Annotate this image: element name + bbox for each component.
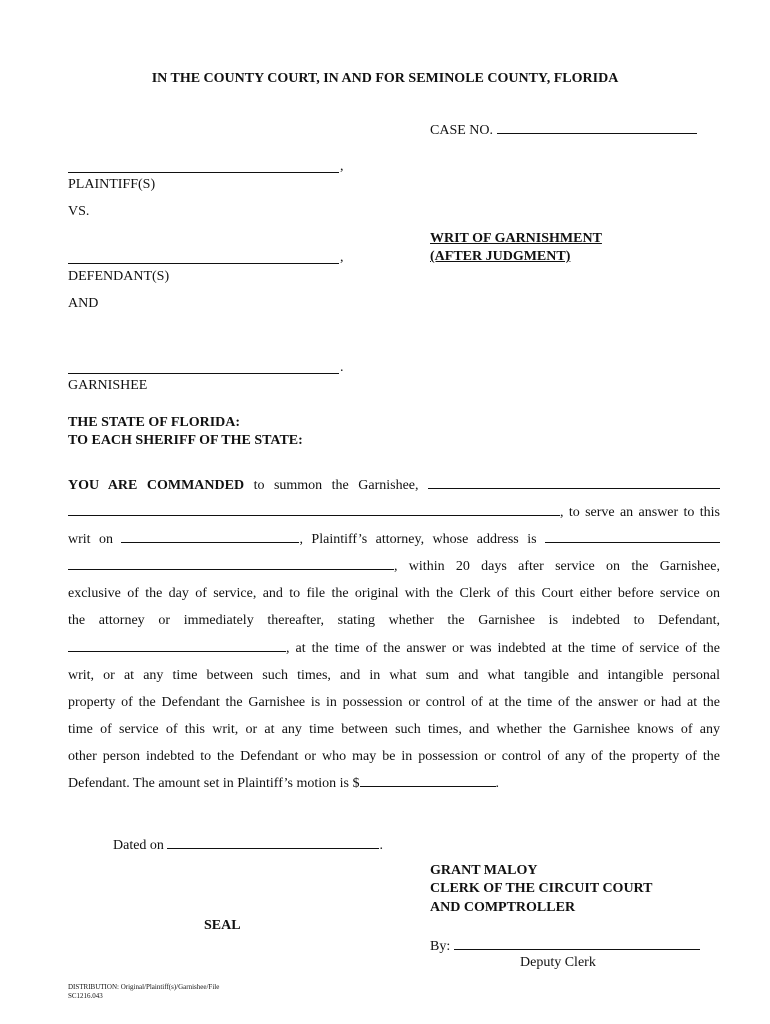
attorney-name-field[interactable] — [121, 530, 299, 543]
signature-row — [430, 937, 700, 954]
writ-title-line2: (AFTER JUDGMENT) — [430, 249, 571, 264]
body-line: , to serve an answer to this — [68, 499, 720, 526]
body-line: writ, or at any time between such times, and in what sum and what tangible and intangible personal — [68, 667, 720, 683]
defendant-name-field[interactable] — [68, 263, 339, 264]
body-line: , within 20 days after service on the Garnishee, — [68, 553, 720, 580]
date-field[interactable] — [167, 836, 379, 849]
defendant-indebted-field[interactable] — [68, 639, 286, 652]
case-no-label: CASE NO. — [430, 123, 494, 138]
vs-label: VS. — [68, 204, 90, 219]
dated-row: Dated on . — [113, 838, 383, 853]
to-each-sheriff: TO EACH SHERIFF OF THE STATE: — [68, 433, 303, 448]
deputy-signature-field[interactable] — [454, 937, 700, 950]
clerk-title-1: CLERK OF THE CIRCUIT COURT — [430, 881, 653, 896]
comma: , — [340, 159, 344, 174]
commanded-text: YOU ARE COMMANDED — [68, 478, 245, 493]
clerk-title-2: AND COMPTROLLER — [430, 900, 576, 915]
body-line: YOU ARE COMMANDED to summon the Garnishee, — [68, 472, 720, 499]
garnishee-label: GARNISHEE — [68, 378, 148, 393]
attorney-address-field-2[interactable] — [68, 557, 394, 570]
body-line: Defendant. The amount set in Plaintiff’s motion is $ . — [68, 776, 499, 792]
body-line: exclusive of the day of service, and to file the original with the Clerk of this Court either before service on — [68, 586, 720, 602]
body-line: , at the time of the answer or was indebted at the time of service of the — [68, 635, 720, 662]
and-label: AND — [68, 296, 99, 311]
body-line: property of the Defendant the Garnishee is in possession or control of at the time of the answer or had at the — [68, 694, 720, 710]
body-line: the attorney or immediately thereafter, stating whether the Garnishee is indebted to Defendant, — [68, 613, 720, 629]
case-number-row — [430, 121, 697, 138]
period: . — [340, 360, 344, 375]
plaintiff-name-field[interactable] — [68, 172, 339, 173]
deputy-clerk-label: Deputy Clerk — [520, 955, 596, 970]
garnishee-address-field[interactable] — [68, 503, 560, 516]
plaintiff-label: PLAINTIFF(S) — [68, 177, 156, 192]
amount-field[interactable] — [360, 774, 496, 787]
seal-label: SEAL — [204, 918, 241, 933]
form-number: SC1216.043 — [68, 992, 103, 1000]
by-label: By: — [430, 939, 454, 954]
distribution-note: DISTRIBUTION: Original/Plaintiff(s)/Garnishee/File — [68, 983, 220, 991]
body-line: other person indebted to the Defendant or who may be in possession or control of any of the property of the — [68, 748, 720, 764]
defendant-label: DEFENDANT(S) — [68, 269, 170, 284]
body-line: time of service of this writ, or at any time between such times, and whether the Garnishee knows of any — [68, 721, 720, 737]
clerk-name: GRANT MALOY — [430, 863, 538, 878]
writ-title-line1: WRIT OF GARNISHMENT — [430, 231, 602, 246]
garnishee-name-field[interactable] — [68, 373, 339, 374]
garnishee-summon-field[interactable] — [428, 476, 720, 489]
dated-label: Dated on — [113, 838, 168, 853]
case-number-field[interactable] — [497, 121, 697, 134]
writ-body — [68, 472, 720, 797]
comma: , — [340, 250, 344, 265]
body-line: writ on , Plaintiff’s attorney, whose address is — [68, 526, 720, 553]
state-of-florida: THE STATE OF FLORIDA: — [68, 415, 241, 430]
attorney-address-field[interactable] — [545, 530, 720, 543]
court-title: IN THE COUNTY COURT, IN AND FOR SEMINOLE COUNTY, FLORIDA — [151, 71, 619, 86]
